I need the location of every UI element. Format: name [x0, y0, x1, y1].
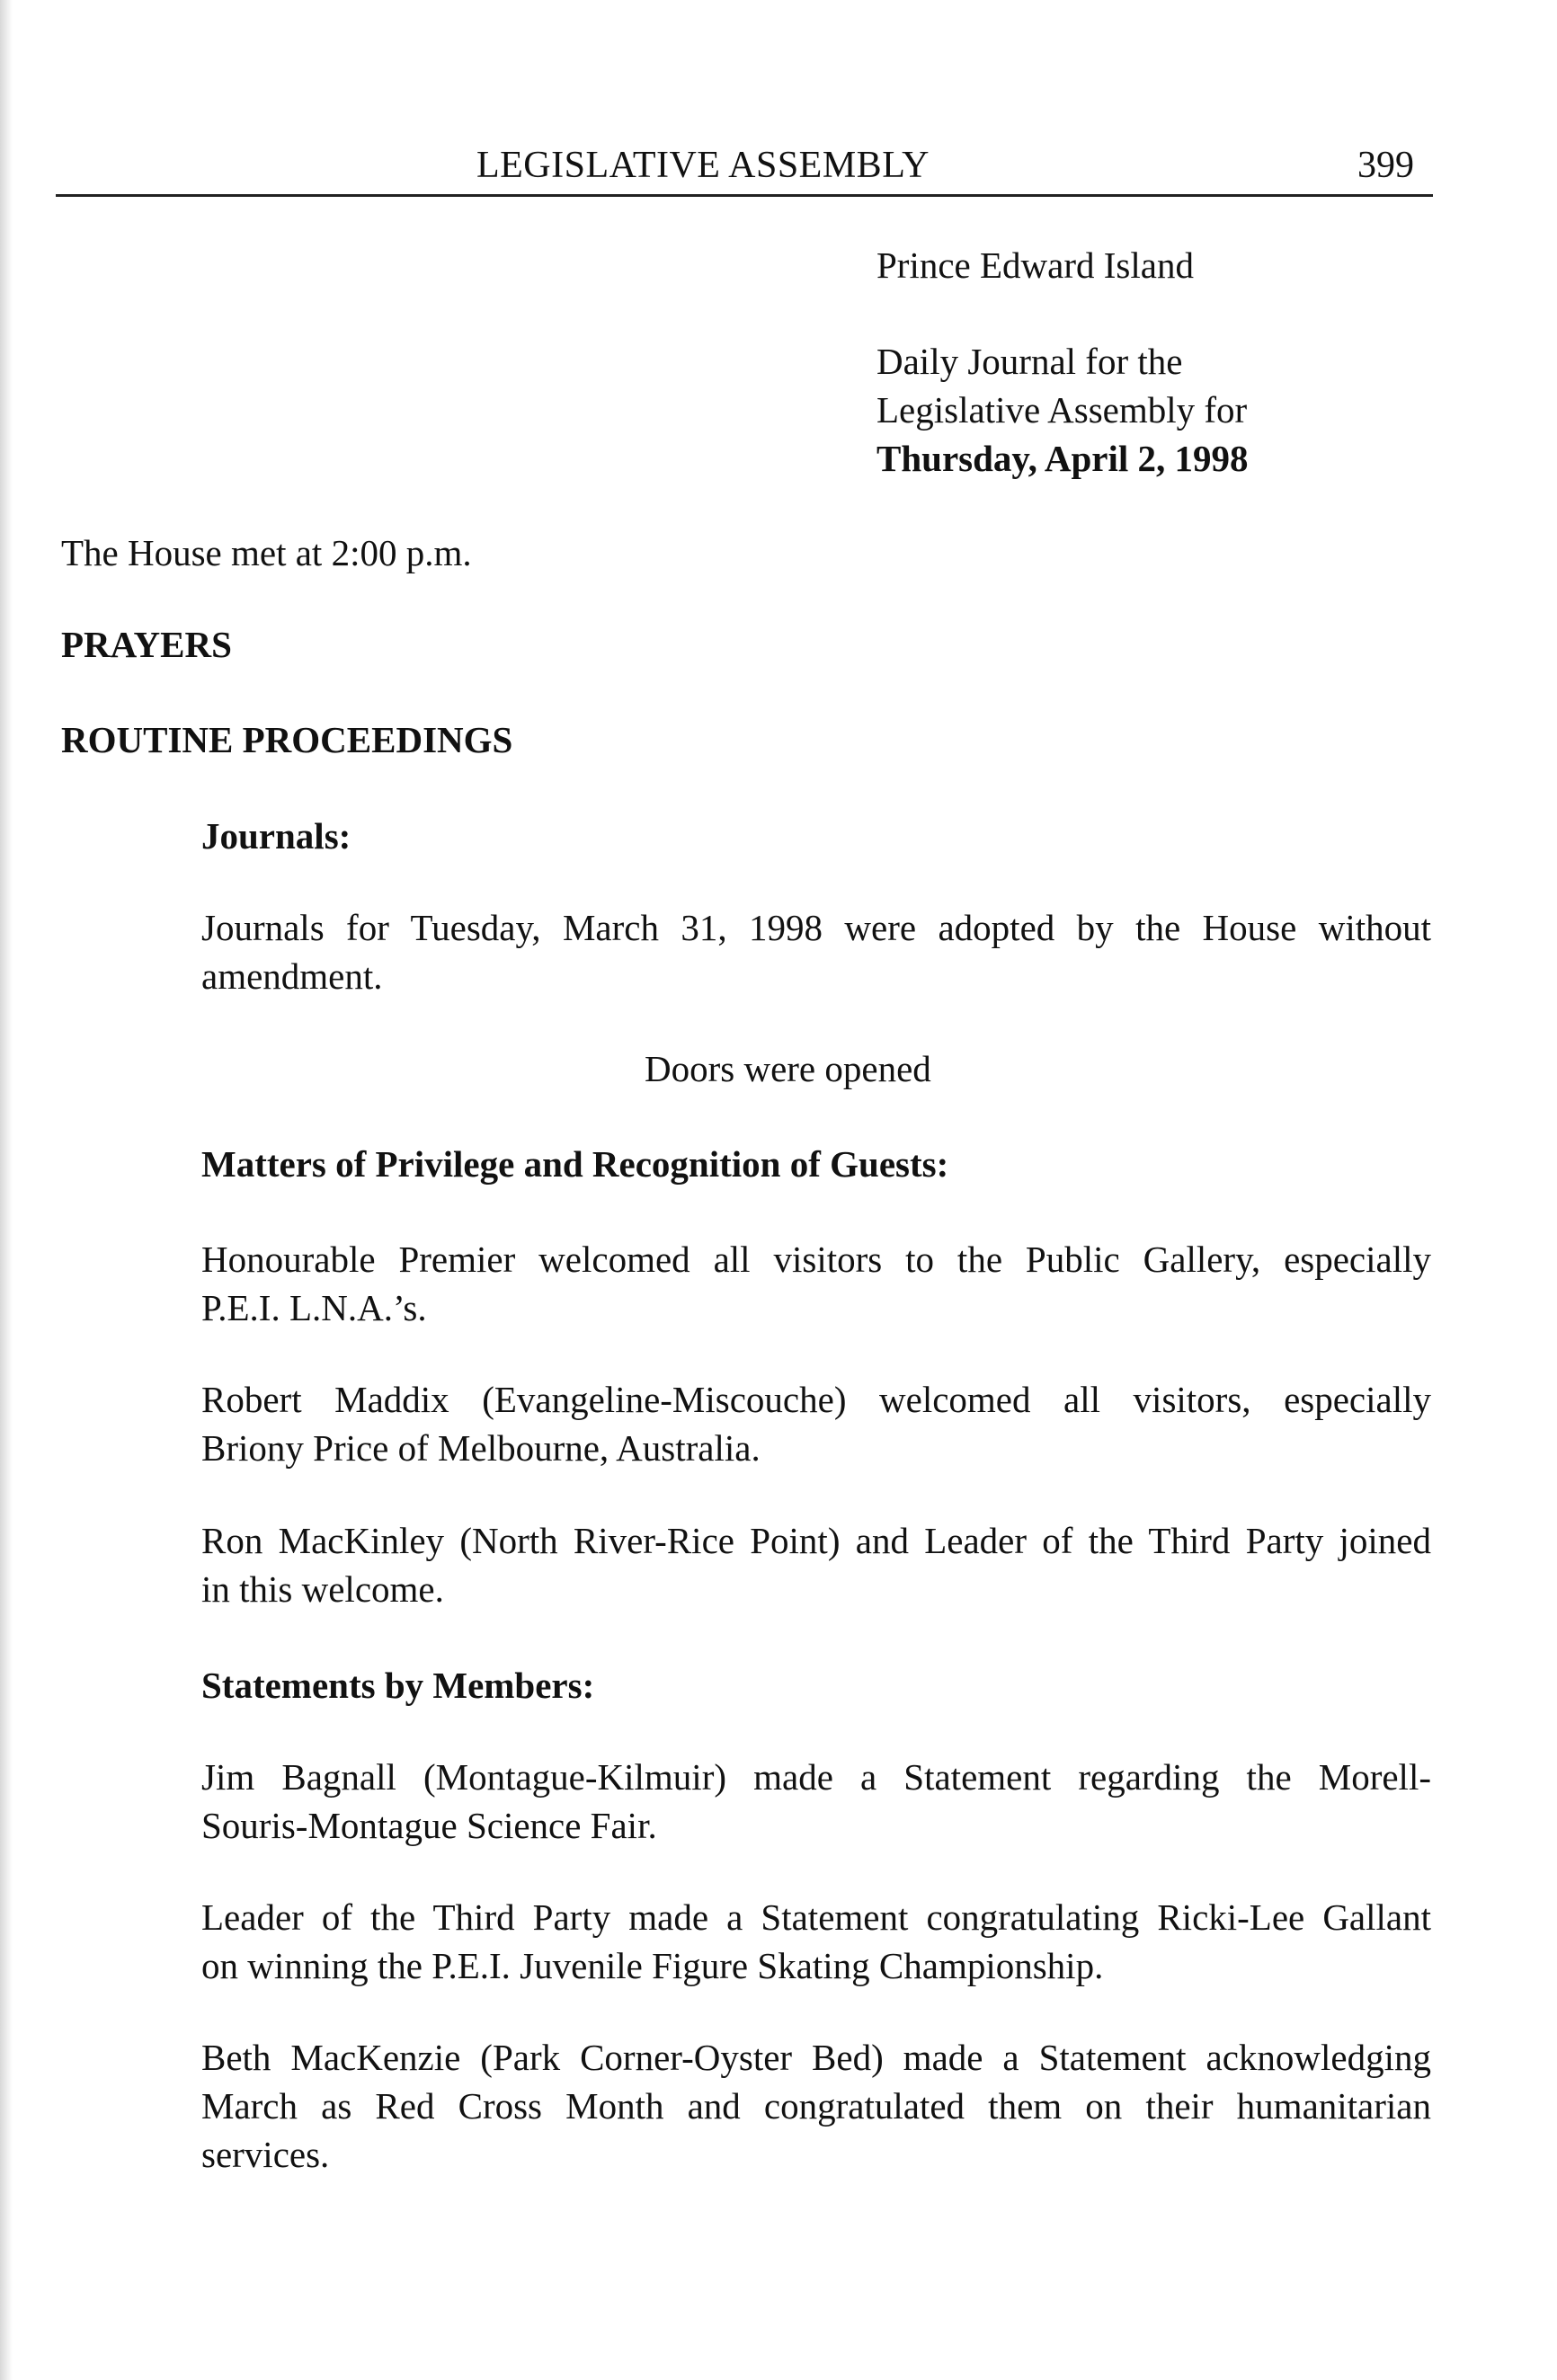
header-rule	[56, 194, 1433, 197]
journal-dateline	[876, 337, 1249, 483]
journals-paragraph: Journals for Tuesday, March 31, 1998 were adopted by the House without amendment.	[201, 907, 1431, 997]
journal-line-2: Legislative Assembly for	[876, 389, 1248, 431]
journals-heading: Journals:	[201, 815, 351, 857]
journal-line-1: Daily Journal for the	[876, 341, 1183, 382]
statement-paragraph: Beth MacKenzie (Park Corner-Oyster Bed) made a Statement acknowledging March as Red Cross Month and congratulated them on their humanitarian services.	[201, 2037, 1431, 2175]
routine-proceedings-heading: ROUTINE PROCEEDINGS	[61, 719, 513, 760]
page-edge-shadow	[0, 0, 13, 2380]
page-number: 399	[1357, 145, 1414, 186]
journal-date: Thursday, April 2, 1998	[876, 438, 1249, 479]
doors-opened: Doors were opened	[645, 1048, 931, 1089]
house-met: The House met at 2:00 p.m.	[61, 532, 472, 573]
running-header-title: LEGISLATIVE ASSEMBLY	[476, 145, 930, 186]
province-name: Prince Edward Island	[876, 244, 1194, 286]
privilege-heading: Matters of Privilege and Recognition of Guests:	[201, 1143, 949, 1185]
statement-paragraph: Leader of the Third Party made a Statement congratulating Ricki-Lee Gallant on winning the P.E.I. Juvenile Figure Skating Championship.	[201, 1896, 1431, 1986]
statement-paragraph: Jim Bagnall (Montague-Kilmuir) made a Statement regarding the Morell- Souris-Montague Science Fair.	[201, 1756, 1431, 1846]
statements-heading: Statements by Members:	[201, 1665, 595, 1706]
privilege-paragraph: Ron MacKinley (North River-Rice Point) and Leader of the Third Party joined in this welcome.	[201, 1520, 1431, 1610]
privilege-paragraph: Honourable Premier welcomed all visitors to the Public Gallery, especially P.E.I. L.N.A.’s.	[201, 1239, 1431, 1328]
prayers-heading: PRAYERS	[61, 624, 232, 665]
privilege-paragraph: Robert Maddix (Evangeline-Miscouche) welcomed all visitors, especially Briony Price of Melbourne, Australia.	[201, 1379, 1431, 1469]
